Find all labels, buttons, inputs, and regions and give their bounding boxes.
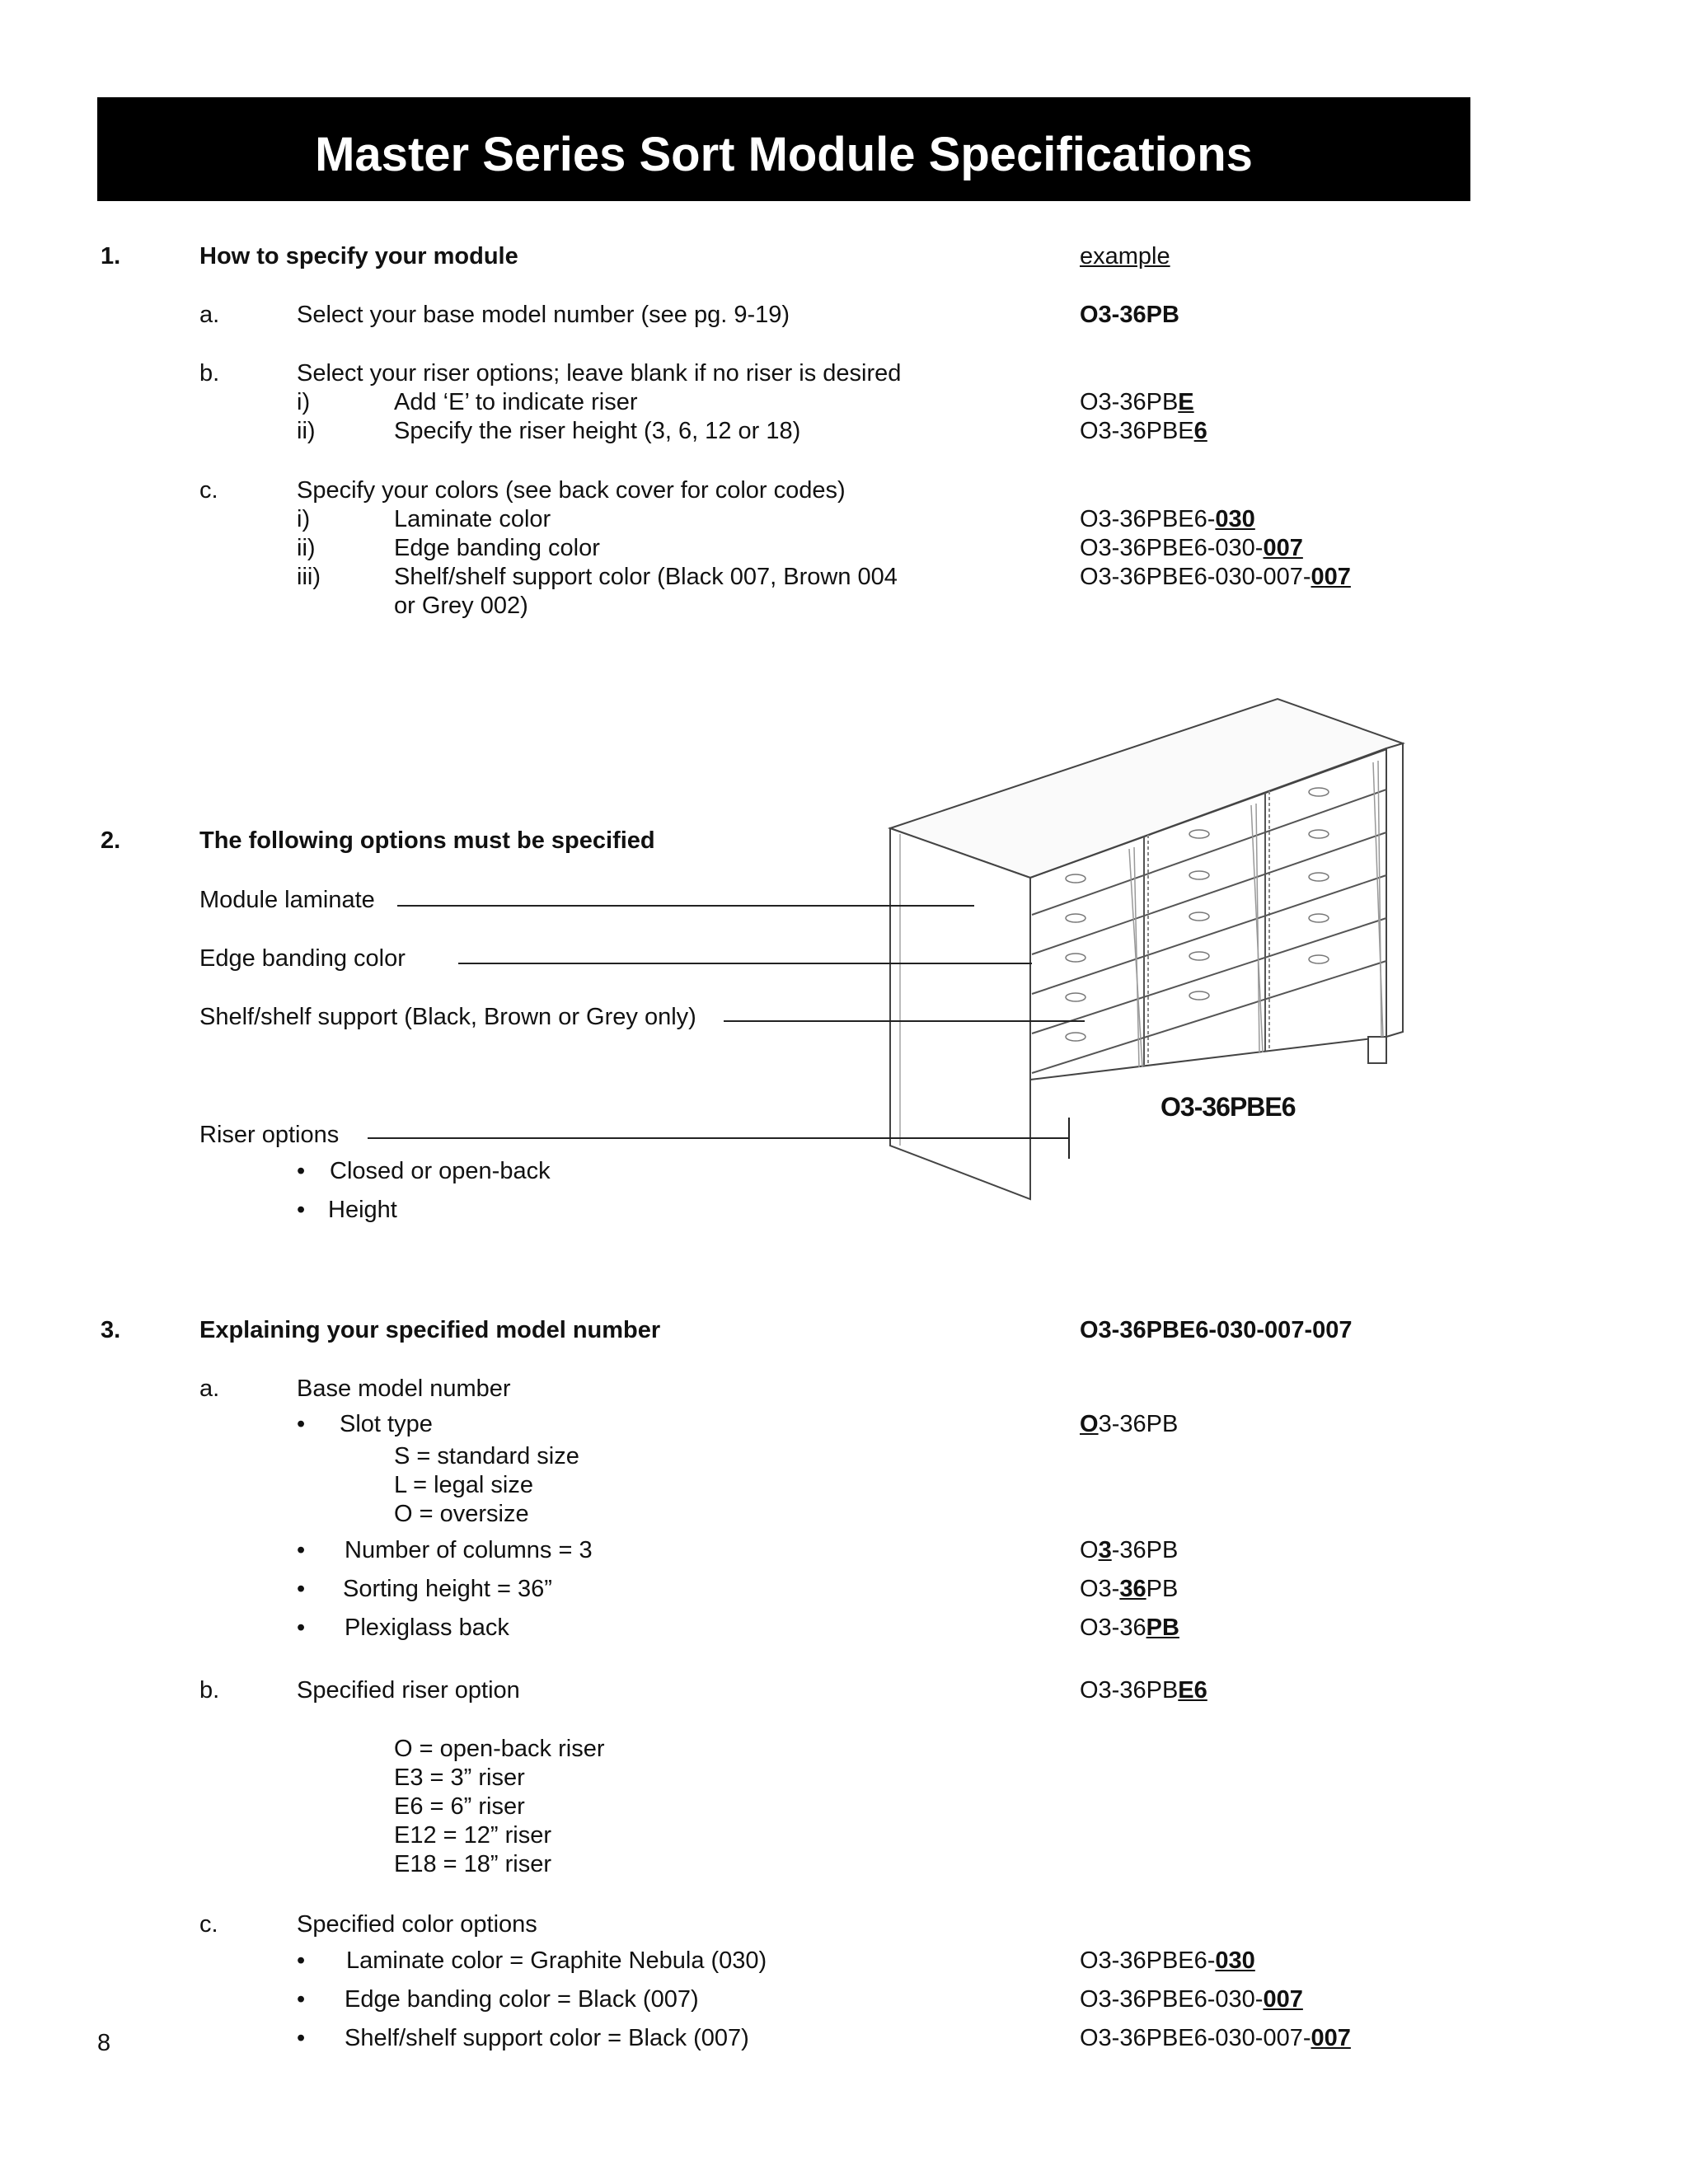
back-code: O3-36PB bbox=[1080, 1615, 1179, 1641]
slot-option-standard: S = standard size bbox=[394, 1443, 579, 1469]
section-2-title: The following options must be specified bbox=[199, 827, 655, 854]
s1-b-i-code: O3-36PBE bbox=[1080, 389, 1194, 415]
riser-option-e18: E18 = 18” riser bbox=[394, 1851, 552, 1877]
bullet-icon: • bbox=[297, 1158, 306, 1184]
laminate-color-label: Laminate color = Graphite Nebula (030) bbox=[346, 1947, 767, 1974]
s1-b-ii-text: Specify the riser height (3, 6, 12 or 18) bbox=[394, 418, 801, 444]
leader-line-shelf-support bbox=[724, 1020, 1085, 1022]
leader-line-riser bbox=[368, 1137, 1070, 1139]
laminate-color-code: O3-36PBE6-030 bbox=[1080, 1947, 1255, 1974]
columns-label: Number of columns = 3 bbox=[345, 1537, 593, 1563]
s1-b-ii-code: O3-36PBE6 bbox=[1080, 418, 1207, 444]
riser-option-e6: E6 = 6” riser bbox=[394, 1793, 525, 1820]
back-label: Plexiglass back bbox=[345, 1615, 509, 1641]
header-bar bbox=[97, 97, 1470, 201]
riser-option-open-back: O = open-back riser bbox=[394, 1736, 605, 1762]
example-label: example bbox=[1080, 243, 1170, 269]
columns-code: O3-36PB bbox=[1080, 1537, 1179, 1563]
shelf-color-label: Shelf/shelf support color = Black (007) bbox=[345, 2025, 749, 2051]
label-edge-banding: Edge banding color bbox=[199, 945, 406, 972]
s1-a-letter: a. bbox=[199, 302, 220, 328]
s1-c-letter: c. bbox=[199, 477, 218, 504]
bullet-icon: • bbox=[297, 2025, 306, 2051]
slot-type-label: Slot type bbox=[340, 1411, 433, 1437]
s1-c-iii-text-cont: or Grey 002) bbox=[394, 593, 528, 619]
bullet-icon: • bbox=[297, 1576, 306, 1602]
s3-b-letter: b. bbox=[199, 1677, 220, 1704]
slot-type-code: O3-36PB bbox=[1080, 1411, 1179, 1437]
height-label: Sorting height = 36” bbox=[343, 1576, 552, 1602]
s1-c-text: Specify your colors (see back cover for color codes) bbox=[297, 477, 846, 504]
s1-b-ii-roman: ii) bbox=[297, 418, 316, 444]
shelf-color-code: O3-36PBE6-030-007-007 bbox=[1080, 2025, 1351, 2051]
bullet-icon: • bbox=[297, 1537, 306, 1563]
page-title: Master Series Sort Module Specifications bbox=[315, 128, 1253, 181]
label-riser-options: Riser options bbox=[199, 1122, 340, 1148]
s3-b-text: Specified riser option bbox=[297, 1677, 520, 1704]
section-2-number: 2. bbox=[101, 827, 121, 854]
edge-color-label: Edge banding color = Black (007) bbox=[345, 1986, 699, 2013]
label-module-laminate: Module laminate bbox=[199, 887, 375, 913]
section-3-title: Explaining your specified model number bbox=[199, 1317, 661, 1343]
s1-b-i-roman: i) bbox=[297, 389, 311, 415]
s1-c-iii-code: O3-36PBE6-030-007-007 bbox=[1080, 564, 1351, 590]
riser-bullet-height: Height bbox=[328, 1197, 397, 1223]
s3-c-letter: c. bbox=[199, 1911, 218, 1938]
s3-b-code: O3-36PBE6 bbox=[1080, 1677, 1207, 1704]
s3-a-text: Base model number bbox=[297, 1376, 511, 1402]
section-1-number: 1. bbox=[101, 243, 121, 269]
s1-c-i-code: O3-36PBE6-030 bbox=[1080, 506, 1255, 532]
section-3-number: 3. bbox=[101, 1317, 121, 1343]
sort-module-diagram bbox=[882, 692, 1409, 1203]
slot-option-legal: L = legal size bbox=[394, 1472, 534, 1498]
diagram-model-label: O3-36PBE6 bbox=[1160, 1092, 1296, 1122]
page-number: 8 bbox=[97, 2030, 111, 2056]
s1-c-ii-code: O3-36PBE6-030-007 bbox=[1080, 535, 1303, 561]
s1-c-ii-roman: ii) bbox=[297, 535, 316, 561]
bullet-icon: • bbox=[297, 1197, 306, 1223]
bullet-icon: • bbox=[297, 1947, 306, 1974]
s1-b-i-text: Add ‘E’ to indicate riser bbox=[394, 389, 638, 415]
section-1-title: How to specify your module bbox=[199, 243, 518, 269]
bullet-icon: • bbox=[297, 1411, 306, 1437]
slot-option-oversize: O = oversize bbox=[394, 1501, 529, 1527]
leader-line-laminate bbox=[397, 905, 974, 907]
bullet-icon: • bbox=[297, 1615, 306, 1641]
s1-c-i-roman: i) bbox=[297, 506, 311, 532]
riser-option-e3: E3 = 3” riser bbox=[394, 1765, 525, 1791]
riser-option-e12: E12 = 12” riser bbox=[394, 1822, 552, 1849]
s1-a-text: Select your base model number (see pg. 9-19) bbox=[297, 302, 790, 328]
label-shelf-support: Shelf/shelf support (Black, Brown or Grey only) bbox=[199, 1004, 696, 1030]
s1-b-text: Select your riser options; leave blank if no riser is desired bbox=[297, 360, 902, 387]
riser-bullet-closed-open: Closed or open-back bbox=[330, 1158, 551, 1184]
leader-line-edge-banding bbox=[458, 963, 1032, 964]
s1-c-ii-text: Edge banding color bbox=[394, 535, 600, 561]
riser-tick-mark bbox=[1068, 1118, 1070, 1159]
s1-a-code: O3-36PB bbox=[1080, 302, 1179, 328]
s3-a-letter: a. bbox=[199, 1376, 220, 1402]
s1-c-i-text: Laminate color bbox=[394, 506, 551, 532]
bullet-icon: • bbox=[297, 1986, 306, 2013]
s1-c-iii-text: Shelf/shelf support color (Black 007, Brown 004 bbox=[394, 564, 898, 590]
s3-full-code: O3-36PBE6-030-007-007 bbox=[1080, 1317, 1353, 1343]
s1-b-letter: b. bbox=[199, 360, 220, 387]
s1-c-iii-roman: iii) bbox=[297, 564, 321, 590]
edge-color-code: O3-36PBE6-030-007 bbox=[1080, 1986, 1303, 2013]
s3-c-text: Specified color options bbox=[297, 1911, 537, 1938]
height-code: O3-36PB bbox=[1080, 1576, 1179, 1602]
